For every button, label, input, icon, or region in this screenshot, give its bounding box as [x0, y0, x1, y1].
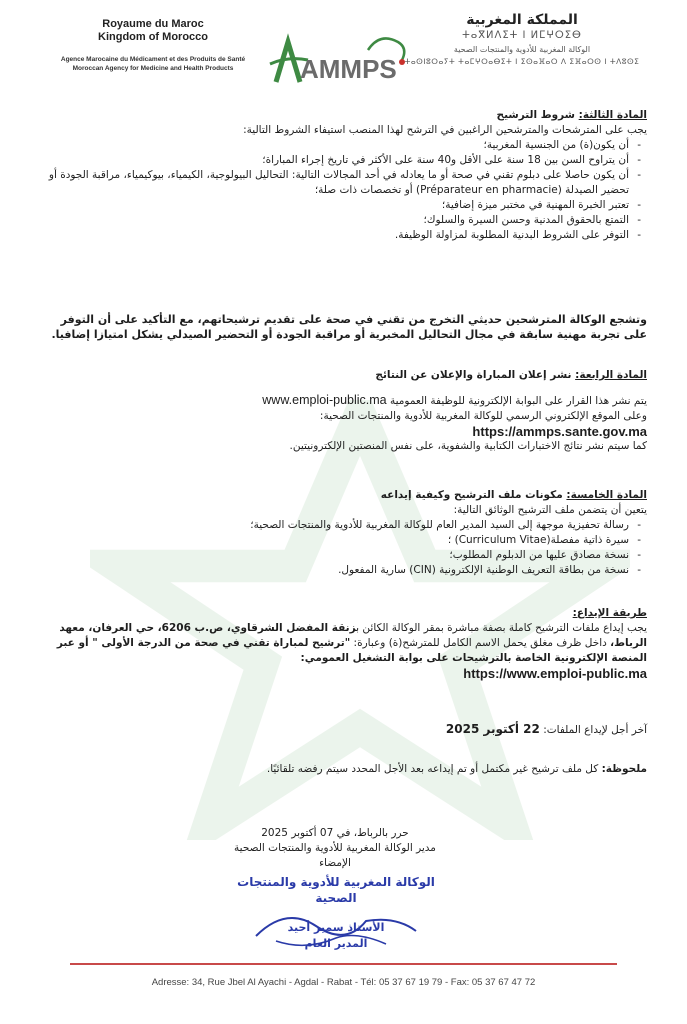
article-4-line1: يتم نشر هذا القرار على البوابة الإلكترونية للوظيفة العمومية www.emploi-public.ma: [262, 393, 647, 407]
list-item: - أن يكون حاصلا على دبلوم تقني في صحة أو ما يعادله في أحد المجالات التالية: التحاليل البيولوجية، الكيمياء، بيوكيمياء، مراقبة الجودة أو تحضير الصيدلة (Préparateur en pharmacie) أو تخصصات ذات صلة؛: [40, 168, 629, 198]
article-5-heading: المادة الخامسة: مكونات ملف الترشيح وكيفية إيداعه: [380, 489, 647, 501]
list-item: - نسخة مصادق عليها من الدبلوم المطلوب؛: [40, 548, 629, 563]
list-item: - التوفر على الشروط البدنية المطلوبة لمزاولة الوظيفة.: [40, 228, 629, 243]
list-item: - أن يكون(ة) من الجنسية المغربية؛: [40, 138, 629, 153]
list-item: - التمتع بالحقوق المدنية وحسن السيرة والسلوك؛: [40, 213, 629, 228]
sign-label: الإمضاء: [319, 857, 351, 869]
remark-text: كل ملف ترشيح غير مكتمل أو تم إيداعه بعد الأجل المحدد سيتم رفضه تلقائيًا.: [266, 763, 602, 775]
stamp-line-3: الأستاذ سمير أحيد: [287, 921, 385, 934]
article-4-line2: وعلى الموقع الإلكتروني الرسمي للوكالة المغربية للأدوية والمنتجات الصحية:: [319, 410, 647, 422]
en-agency: Moroccan Agency for Medicine and Health Products: [72, 65, 234, 72]
en-kingdom: Kingdom of Morocco: [98, 31, 208, 43]
article-3: [40, 108, 647, 243]
deadline: [40, 722, 647, 738]
tifinagh-kingdom: ⵜⴰⴳⵍⴷⵉⵜ ⵏ ⵍⵎⵖⵔⵉⴱ: [462, 30, 582, 41]
fr-agency: Agence Marocaine du Médicament et des Produits de Santé: [60, 56, 246, 63]
deposit-section: [40, 606, 647, 681]
remark: [40, 762, 647, 777]
stamp-line-1: الوكالة المغربية للأدوية والمنتجات: [237, 875, 435, 889]
article-4-line3: كما سيتم نشر نتائج الاختبارات الكتابية والشفوية، على نفس المنصتين الإلكترونيتين.: [289, 440, 647, 452]
handwritten-signature-icon: [246, 896, 426, 956]
official-stamp: [236, 866, 436, 958]
article-3-intro: يجب على المترشحات والمترشحين الراغبين في الترشح لهذا المنصب استيفاء الشروط التالية:: [243, 124, 647, 136]
article-5: [40, 488, 647, 578]
article-4: [40, 368, 647, 454]
article-3-heading: المادة الثالثة: شروط الترشيح: [496, 109, 647, 121]
stamp-line-4: المدير العام: [304, 937, 368, 950]
deposit-link[interactable]: https://www.emploi-public.ma: [463, 666, 647, 681]
deadline-label: آخر أجل لإيداع الملفات:: [543, 724, 647, 736]
ar-kingdom: المملكة المغربية: [466, 12, 578, 28]
list-item: - نسخة من بطاقة التعريف الوطنية الإلكترونية (CIN) سارية المفعول.: [40, 563, 629, 578]
article-3-conditions: [40, 138, 647, 243]
place-date: حرر بالرباط، في 07 أكتوبر 2025: [261, 827, 409, 839]
header-left: [38, 18, 268, 73]
header-right: [397, 12, 647, 66]
article-4-heading: المادة الرابعة: نشر إعلان المباراة والإعلان عن النتائج: [375, 369, 647, 381]
deposit-heading: طريقة الإيداع:: [572, 607, 647, 619]
ammps-link[interactable]: https://ammps.sante.gov.ma: [472, 424, 647, 439]
article-3-note: وتشجع الوكالة المترشحين حديثي التخرج من تقني في صحة على تقديم ترشيحاتهم، مع التأكيد على أن التوفر على تجربة مهنية سابقة في مجال التحاليل المخبرية أو مراقبة الجودة أو التحضير الصيدلي يشكل امتيازا إضافيا.: [51, 313, 647, 341]
list-item: - رسالة تحفيزية موجهة إلى السيد المدير العام للوكالة المغربية للأدوية والمنتجات الصحية؛: [40, 518, 629, 533]
footer-divider: [70, 963, 617, 965]
article-5-documents: [40, 518, 647, 578]
deposit-text: يجب إيداع ملفات الترشيح كاملة بصفة مباشرة بمقر الوكالة الكائن بزنقة المفضل الشرقاوي، ص.ب 6206، حي العرفان، معهد الرباط، داخل ظرف مغلق يحمل الاسم الكامل للمترشح(ة) وعبارة: "ترشيح لمباراة تقني في صحة من الدرجة الأولى " أو عبر المنصة الإلكترونية الخاصة بالترشيحات على بوابة التشغيل العمومي:: [56, 622, 647, 664]
ar-agency: الوكالة المغربية للأدوية والمنتجات الصحية: [453, 45, 591, 54]
logo-text: AMMPS: [300, 54, 397, 84]
list-item: - تعتبر الخبرة المهنية في مختبر ميزة إضافية؛: [40, 198, 629, 213]
remark-label: ملحوظة:: [601, 763, 647, 775]
deadline-date: 22 أكتوبر 2025: [445, 722, 540, 736]
signatory-title: مدير الوكالة المغربية للأدوية والمنتجات الصحية: [234, 842, 436, 854]
signature-block: [230, 826, 440, 871]
fr-kingdom: Royaume du Maroc: [102, 18, 204, 30]
list-item: - سيرة ذاتية مفصلة(Curriculum Vitae) ؛: [40, 533, 629, 548]
article-5-intro: يتعين أن يتضمن ملف الترشيح الوثائق التالية:: [453, 504, 647, 516]
list-item: - أن يتراوح السن بين 18 سنة على الأقل و40 سنة على الأكثر في تاريخ إجراء المباراة؛: [40, 153, 629, 168]
stamp-line-2: الصحية: [315, 891, 357, 905]
tifinagh-agency: ⵜⴰⵙⵏⵓⵔⴰⵢⵜ ⵜⴰⵎⵖⵔⴰⴱⵉⵜ ⵏ ⵉⵙⴰⴼⴰⵔ ⴷ ⵉⴼⴰⵔⵙ ⵏ ⵜⴷⵓⵙⵉ: [404, 57, 640, 66]
footer-address: Adresse: 34, Rue Jbel Al Ayachi - Agdal - Rabat - Tél: 05 37 67 19 79 - Fax: 05 37 67 47 72: [151, 977, 536, 988]
emploi-public-link[interactable]: www.emploi-public.ma: [262, 393, 387, 407]
